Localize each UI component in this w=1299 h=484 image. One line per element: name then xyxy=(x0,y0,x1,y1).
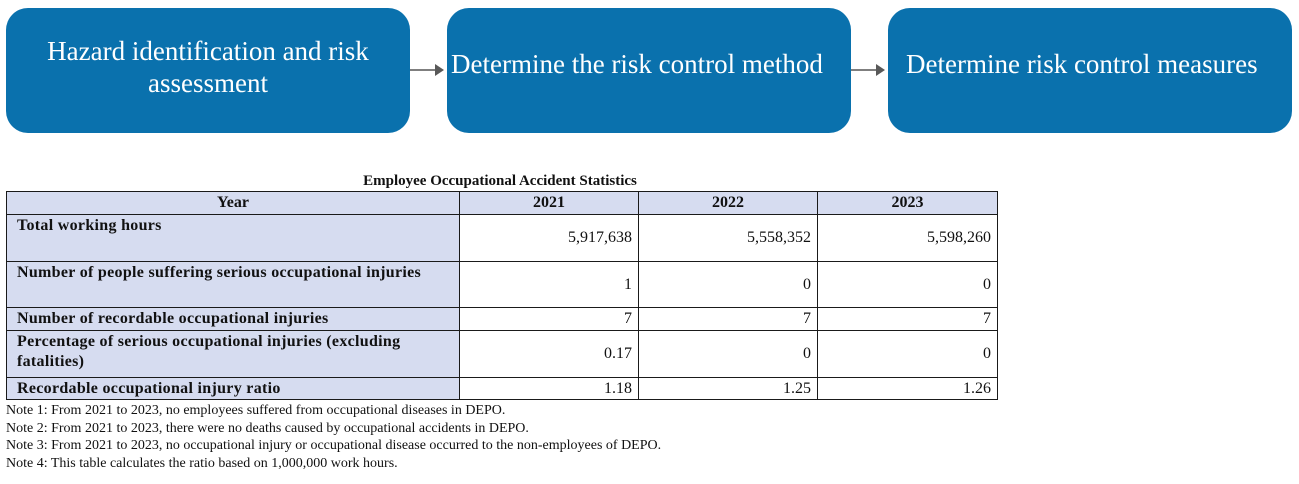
table-row xyxy=(7,378,998,400)
note-1: Note 1: From 2021 to 2023, no employees suffered from occupational diseases in DEPO. xyxy=(6,403,506,418)
cell-value: 5,558,352 xyxy=(639,215,818,262)
arrow-right-icon xyxy=(410,69,442,71)
header-2023: 2023 xyxy=(818,192,998,215)
header-2022: 2022 xyxy=(639,192,818,215)
table-title: Employee Occupational Accident Statistics xyxy=(363,173,637,189)
flow-step-2-label: Determine the risk control method xyxy=(451,48,823,79)
note-4: Note 4: This table calculates the ratio based on 1,000,000 work hours. xyxy=(6,455,398,471)
cell-value: 0 xyxy=(639,331,818,378)
occupational-accident-table xyxy=(6,191,998,400)
cell-value: 7 xyxy=(460,308,639,331)
table-row xyxy=(7,215,998,262)
table-row xyxy=(7,262,998,308)
flow-step-risk-control-measures xyxy=(888,8,1292,133)
cell-value: 5,917,638 xyxy=(460,215,639,262)
table-notes xyxy=(6,402,1006,472)
cell-value: 0 xyxy=(818,262,998,308)
row-label-serious-injuries-count: Number of people suffering serious occupational injuries xyxy=(7,262,460,308)
cell-value: 0 xyxy=(639,262,818,308)
header-year: Year xyxy=(7,192,460,215)
cell-value: 1.18 xyxy=(460,378,639,400)
header-2021: 2021 xyxy=(460,192,639,215)
cell-value: 1 xyxy=(460,262,639,308)
cell-value: 7 xyxy=(639,308,818,331)
table-row xyxy=(7,308,998,331)
row-label-serious-injury-percentage: Percentage of serious occupational injuries (excluding fatalities) xyxy=(7,331,460,378)
table-row xyxy=(7,331,998,378)
cell-value: 1.25 xyxy=(639,378,818,400)
note-2: Note 2: From 2021 to 2023, there were no deaths caused by occupational accidents in DEPO. xyxy=(6,420,529,436)
flow-step-3-label: Determine risk control measures xyxy=(906,48,1258,79)
note-3: Note 3: From 2021 to 2023, no occupational injury or occupational disease occurred to the non-employees of DEPO. xyxy=(6,438,662,453)
cell-value: 1.26 xyxy=(818,378,998,400)
arrow-right-icon xyxy=(851,69,883,71)
row-label-total-working-hours: Total working hours xyxy=(7,215,460,262)
flow-step-1-label: Hazard identification and risk assessment xyxy=(47,35,369,98)
row-label-recordable-injuries: Number of recordable occupational injuries xyxy=(7,308,460,331)
cell-value: 0.17 xyxy=(460,331,639,378)
flow-step-hazard-identification xyxy=(6,8,410,133)
row-label-recordable-injury-ratio: Recordable occupational injury ratio xyxy=(7,378,460,400)
cell-value: 5,598,260 xyxy=(818,215,998,262)
cell-value: 7 xyxy=(818,308,998,331)
table-header-row xyxy=(7,192,998,215)
cell-value: 0 xyxy=(818,331,998,378)
flow-step-risk-control-method xyxy=(447,8,851,133)
